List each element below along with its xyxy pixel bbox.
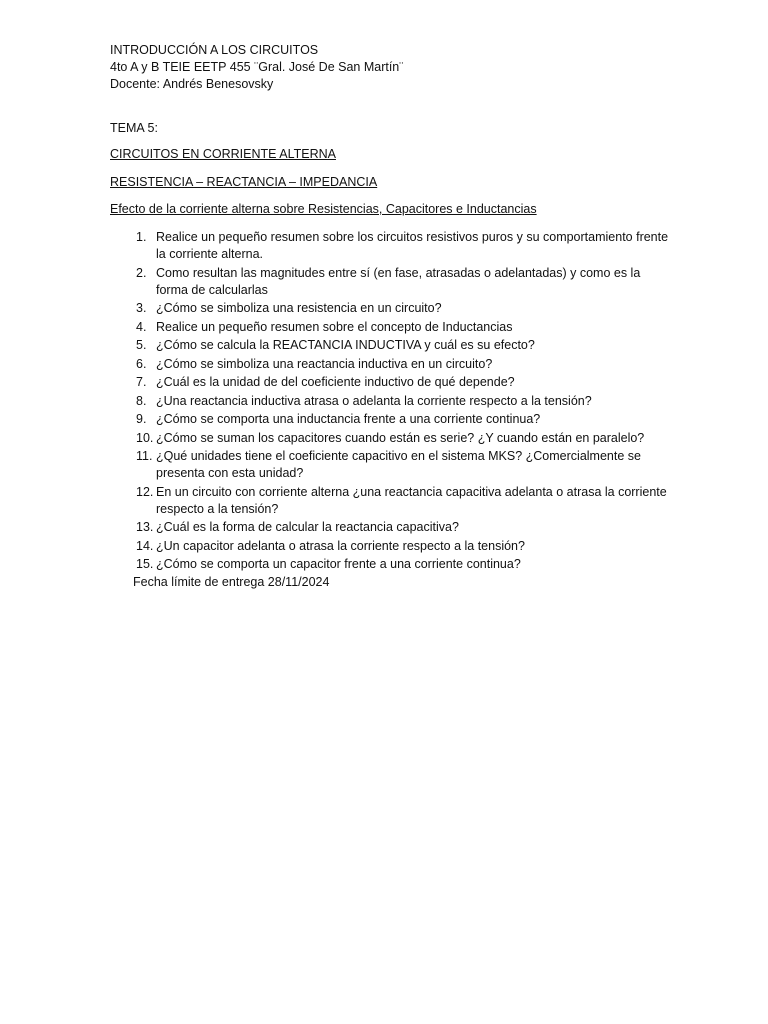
list-item-text: ¿Cuál es la forma de calcular la reactancia capacitiva? xyxy=(156,520,459,534)
topic-label: TEMA 5: xyxy=(110,121,158,135)
section-heading: Efecto de la corriente alterna sobre Resistencias, Capacitores e Inductancias xyxy=(110,202,537,216)
list-item-number: 15. xyxy=(136,557,154,571)
list-item-text: ¿Cómo se simboliza una resistencia en un circuito? xyxy=(156,301,442,315)
list-item xyxy=(110,319,670,336)
list-item xyxy=(110,448,670,482)
list-item-text: ¿Cómo se calcula la REACTANCIA INDUCTIVA y cuál es su efecto? xyxy=(156,338,535,352)
list-item xyxy=(110,374,670,391)
list-item-text: ¿Cómo se simboliza una reactancia inductiva en un circuito? xyxy=(156,356,493,371)
list-item xyxy=(110,265,670,299)
list-item-text: Realice un pequeño resumen sobre el concepto de Inductancias xyxy=(156,319,513,334)
list-item-number: 5. xyxy=(136,338,147,352)
school-line: 4to A y B TEIE EETP 455 ¨Gral. José De San Martín¨ xyxy=(110,60,404,74)
list-item-text: ¿Cómo se suman los capacitores cuando están es serie? ¿Y cuando están en paralelo? xyxy=(156,430,645,445)
course-title: INTRODUCCIÓN A LOS CIRCUITOS xyxy=(110,43,319,57)
list-item-text: ¿Cómo se comporta un capacitor frente a una corriente continua? xyxy=(156,557,521,571)
list-item-text: ¿Cómo se comporta una inductancia frente a una corriente continua? xyxy=(156,412,541,426)
list-item-number: 6. xyxy=(136,356,147,371)
list-item-text: ¿Un capacitor adelanta o atrasa la corriente respecto a la tensión? xyxy=(156,538,525,553)
list-item xyxy=(110,411,670,428)
topic-title: CIRCUITOS EN CORRIENTE ALTERNA xyxy=(110,147,336,161)
list-item xyxy=(110,538,670,555)
list-item-text: Como resultan las magnitudes entre sí (en fase, atrasadas o adelantadas) y como es la forma de calcularlas xyxy=(156,265,641,297)
list-item-text: ¿Cuál es la unidad de del coeficiente inductivo de qué depende? xyxy=(156,375,515,389)
list-item xyxy=(110,300,670,317)
list-item-number: 1. xyxy=(136,230,147,244)
list-item-number: 12. xyxy=(136,484,154,499)
list-item-number: 13. xyxy=(136,520,154,534)
list-item-text: ¿Una reactancia inductiva atrasa o adelanta la corriente respecto a la tensión? xyxy=(156,393,592,408)
list-item-number: 8. xyxy=(136,393,147,408)
list-item xyxy=(110,484,670,518)
list-item xyxy=(110,337,670,354)
teacher-line: Docente: Andrés Benesovsky xyxy=(110,77,274,91)
list-item-number: 3. xyxy=(136,301,147,315)
list-item-text: ¿Qué unidades tiene el coeficiente capacitivo en el sistema MKS? ¿Comercialmente se presenta con esta unidad? xyxy=(156,449,641,480)
list-item-number: 9. xyxy=(136,412,147,426)
list-item-number: 4. xyxy=(136,319,147,334)
list-item-number: 11. xyxy=(136,449,153,463)
list-item xyxy=(110,356,670,373)
list-item-number: 2. xyxy=(136,265,147,280)
deadline-note: Fecha límite de entrega 28/11/2024 xyxy=(133,575,330,589)
list-item xyxy=(110,393,670,410)
question-list xyxy=(110,229,670,575)
list-item xyxy=(110,556,670,573)
topic-subtitle: RESISTENCIA – REACTANCIA – IMPEDANCIA xyxy=(110,175,378,189)
list-item-number: 10. xyxy=(136,430,154,445)
list-item-text: En un circuito con corriente alterna ¿una reactancia capacitiva adelanta o atrasa la corriente respecto a la tensión? xyxy=(156,484,667,516)
list-item xyxy=(110,519,670,536)
list-item xyxy=(110,430,670,447)
list-item-number: 14. xyxy=(136,538,154,553)
list-item-number: 7. xyxy=(136,375,147,389)
document-header xyxy=(110,42,403,93)
list-item-text: Realice un pequeño resumen sobre los circuitos resistivos puros y su comportamiento frente la corriente alterna. xyxy=(156,230,669,261)
list-item xyxy=(110,229,670,263)
